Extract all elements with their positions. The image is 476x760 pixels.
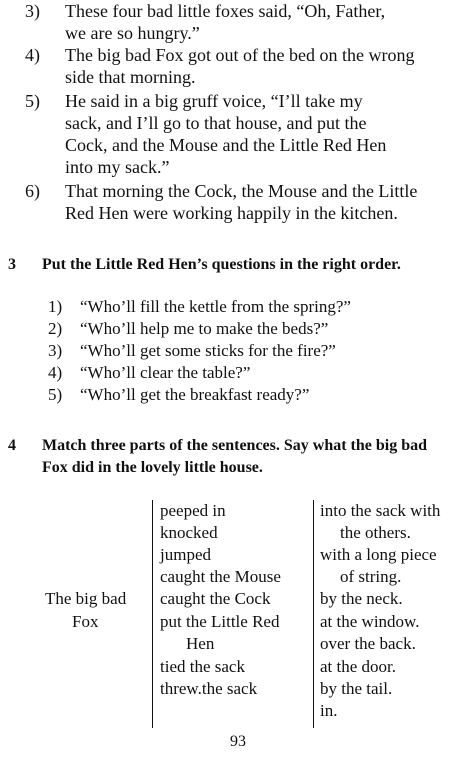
- task-instruction-line: Fox did in the lovely little house.: [42, 459, 263, 476]
- item-line: into my sack.”: [65, 157, 170, 177]
- question-text: “Who’ll clear the table?”: [80, 363, 251, 382]
- verb-phrase: jumped: [160, 545, 211, 564]
- ending-phrase: over the back.: [320, 634, 416, 653]
- subject-line: The big bad: [45, 589, 127, 608]
- question-number: 3): [48, 341, 63, 360]
- task-instruction: Put the Little Red Hen’s questions in the right order.: [42, 256, 401, 273]
- item-number: 4): [25, 45, 40, 65]
- item-line: Cock, and the Mouse and the Little Red Hen: [65, 135, 387, 155]
- ending-phrase: the others.: [340, 523, 411, 542]
- ending-phrase: of string.: [340, 567, 402, 586]
- item-line: Red Hen were working happily in the kitchen.: [65, 203, 398, 223]
- item-line: He said in a big gruff voice, “I’ll take my: [65, 91, 363, 111]
- page-number: 93: [230, 733, 246, 750]
- question-number: 5): [48, 385, 63, 404]
- question-text: “Who’ll help me to make the beds?”: [80, 319, 329, 338]
- item-number: 6): [25, 181, 40, 201]
- item-line: The big bad Fox got out of the bed on the wrong: [65, 45, 415, 65]
- question-number: 1): [48, 297, 63, 316]
- ending-phrase: with a long piece: [320, 545, 437, 564]
- item-line: That morning the Cock, the Mouse and the Little: [65, 181, 418, 201]
- ending-phrase: into the sack with: [320, 501, 441, 520]
- item-line: sack, and I’ll go to that house, and put the: [65, 113, 367, 133]
- ending-phrase: in.: [320, 701, 338, 720]
- ending-phrase: by the neck.: [320, 589, 403, 608]
- column-divider: [313, 500, 314, 728]
- verb-phrase: tied the sack: [160, 657, 245, 676]
- item-line: we are so hungry.”: [65, 23, 200, 43]
- verb-phrase: threw.the sack: [160, 679, 258, 698]
- verb-phrase: put the Little Red: [160, 612, 280, 631]
- item-line: side that morning.: [65, 67, 196, 87]
- task-number: 4: [8, 437, 16, 454]
- ending-phrase: by the tail.: [320, 679, 393, 698]
- task-number: 3: [8, 256, 16, 273]
- item-number: 3): [25, 1, 40, 21]
- verb-phrase: Hen: [186, 634, 215, 653]
- verb-phrase: knocked: [160, 523, 218, 542]
- question-text: “Who’ll get some sticks for the fire?”: [80, 341, 336, 360]
- column-divider: [152, 500, 153, 728]
- question-text: “Who’ll get the breakfast ready?”: [80, 385, 310, 404]
- question-text: “Who’ll fill the kettle from the spring?”: [80, 297, 351, 316]
- subject-line: Fox: [72, 612, 99, 631]
- ending-phrase: at the window.: [320, 612, 420, 631]
- item-line: These four bad little foxes said, “Oh, Father,: [65, 1, 386, 21]
- question-number: 4): [48, 363, 63, 382]
- question-number: 2): [48, 319, 63, 338]
- verb-phrase: caught the Cock: [160, 589, 271, 608]
- item-number: 5): [25, 91, 40, 111]
- verb-phrase: caught the Mouse: [160, 567, 281, 586]
- verb-phrase: peeped in: [160, 501, 226, 520]
- task-instruction-line: Match three parts of the sentences. Say what the big bad: [42, 437, 428, 454]
- ending-phrase: at the door.: [320, 657, 397, 676]
